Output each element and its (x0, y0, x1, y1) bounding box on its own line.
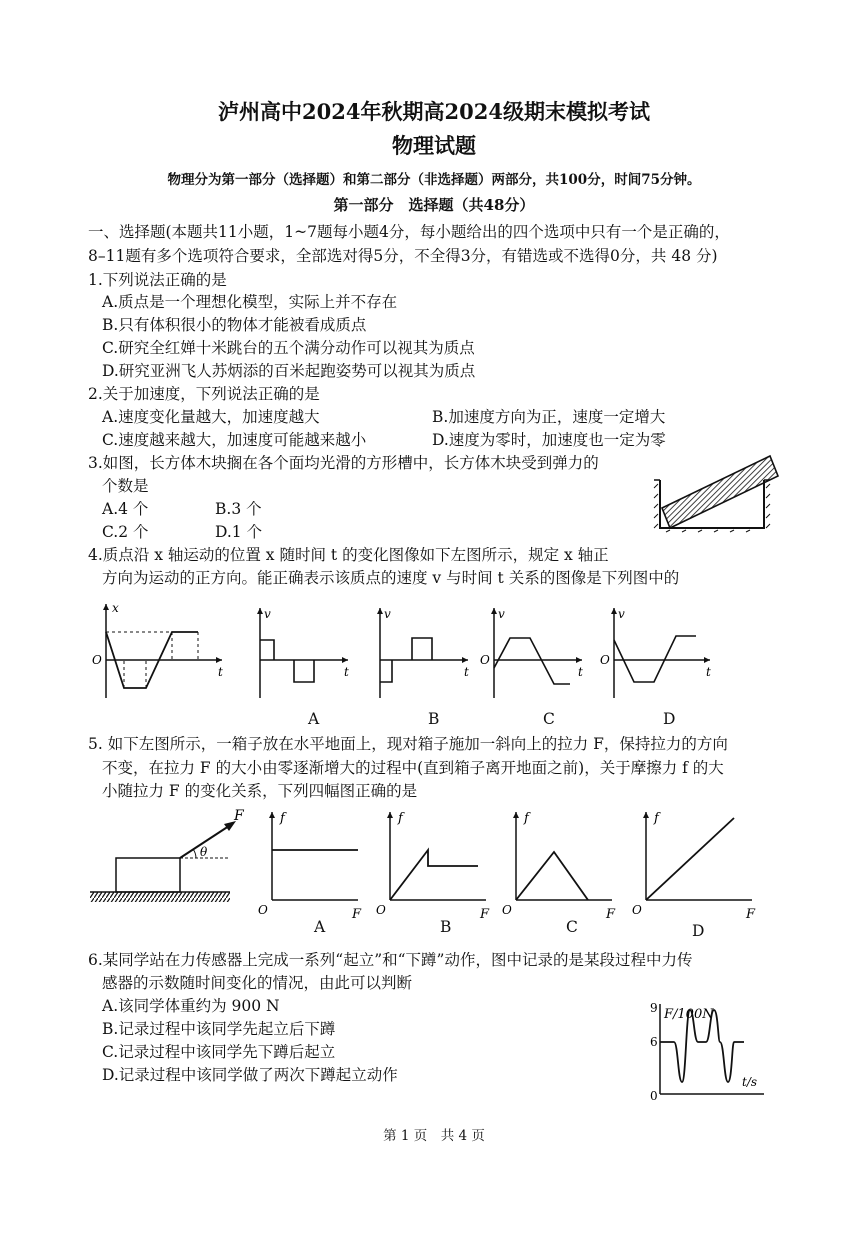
q5b-f-label: f (398, 811, 403, 826)
q4-label-d: D (663, 710, 676, 728)
box (116, 858, 180, 892)
q2-option-b: B.加速度方向为正，速度一定增大 (432, 408, 666, 426)
q5b-origin: O (376, 903, 386, 917)
q3-option-b: B.3 个 (215, 500, 262, 518)
q5-stem-line2: 不变，在拉力 F 的大小由零逐渐增大的过程中(直到箱子离开地面之前)，关于摩擦力 f 的大 (102, 759, 724, 777)
exam-intro: 物理分为第一部分（选择题）和第二部分（非选择题）两部分，共100分，时间75分钟。 (167, 172, 701, 188)
q2-stem: 2.关于加速度，下列说法正确的是 (88, 385, 320, 403)
q4d-t-label: t (706, 665, 711, 679)
q4b-v-label: v (384, 607, 391, 621)
q4-label-c: C (543, 710, 555, 728)
q4-label-a: A (308, 710, 320, 728)
q4d-v-label: v (618, 607, 625, 621)
q1-option-b: B.只有体积很小的物体才能被看成质点 (102, 316, 367, 334)
q3-option-c: C.2 个 (102, 523, 149, 541)
q3-option-a: A.4 个 (102, 500, 149, 518)
q6-stem-line1: 6.某同学站在力传感器上完成一系列“起立”和“下蹲”动作，图中记录的是某段过程中力传 (88, 951, 693, 969)
q5d-origin: O (632, 903, 642, 917)
q5-stem-line1: 5. 如下左图所示，一箱子放在水平地面上，现对箱子施加一斜向上的拉力 F，保持拉力的方向 (88, 735, 728, 753)
q6-tick-6: 6 (650, 1035, 658, 1049)
q4-graph-a (244, 604, 354, 700)
q5-label-c: C (566, 918, 578, 936)
q6-option-d: D.记录过程中该同学做了两次下蹲起立动作 (102, 1066, 398, 1084)
q5-force-label: F (234, 808, 244, 824)
q4-graph-b (364, 604, 474, 700)
q5-box-figure (90, 808, 260, 908)
section-instruction-line2: 8–11题有多个选项符合要求，全部选对得5分，不全得3分，有错选或不选得0分，共 48 分) (88, 247, 718, 265)
q4-x-axis-label: x (112, 601, 119, 615)
q6-tick-9: 9 (650, 1001, 658, 1015)
q5b-F-label: F (480, 907, 490, 922)
q5c-F-label: F (606, 907, 616, 922)
section-instruction-line1: 一、选择题(本题共11小题，1~7题每小题4分，每小题给出的四个选项中只有一个是正确的， (88, 223, 730, 241)
q1-option-d: D.研究亚洲飞人苏炳添的百米起跑姿势可以视其为质点 (102, 362, 476, 380)
q4-stem-line2: 方向为运动的正方向。能正确表示该质点的速度 v 与时间 t 关系的图像是下列图中的 (102, 569, 680, 587)
exam-subtitle: 物理试题 (392, 133, 476, 158)
q4-graph-c (478, 604, 588, 700)
q6-option-b: B.记录过程中该同学先起立后下蹲 (102, 1020, 336, 1038)
page-footer: 第 1 页 共 4 页 (383, 1128, 485, 1144)
q6-force-graph (646, 1000, 770, 1104)
q6-tick-0: 0 (650, 1089, 658, 1103)
q4a-t-label: t (344, 665, 349, 679)
q3-stem-line2: 个数是 (102, 477, 149, 495)
q4-origin: O (92, 653, 102, 667)
q4c-v-label: v (498, 607, 505, 621)
q5-graph-b (374, 808, 494, 920)
part-one-heading: 第一部分 选择题（共48分） (333, 196, 535, 214)
q4c-origin: O (480, 653, 490, 667)
q3-trough-figure (652, 448, 782, 534)
q4-xt-graph (90, 600, 230, 700)
q3-stem-line1: 3.如图，长方体木块搁在各个面均光滑的方形槽中，长方体木块受到弹力的 (88, 454, 599, 472)
q5d-F-label: F (746, 907, 756, 922)
q6-y-axis-label: F/100N (664, 1007, 714, 1022)
q5-stem-line3: 小随拉力 F 的变化关系，下列四幅图正确的是 (102, 782, 418, 800)
q5c-f-label: f (524, 811, 529, 826)
q3-option-d: D.1 个 (215, 523, 263, 541)
q5a-f-label: f (280, 811, 285, 826)
q6-option-c: C.记录过程中该同学先下蹲后起立 (102, 1043, 336, 1061)
q2-option-c: C.速度越来越大，加速度可能越来越小 (102, 431, 367, 449)
q5-label-b: B (440, 918, 452, 936)
q4b-t-label: t (464, 665, 469, 679)
q5-angle-label: θ (200, 845, 208, 859)
q5-graph-a (256, 808, 366, 920)
q4-label-b: B (428, 710, 440, 728)
q5-graph-c (500, 808, 620, 920)
q4-t-axis-label: t (218, 665, 223, 679)
q5-label-a: A (314, 918, 326, 936)
q2-option-a: A.速度变化量越大，加速度越大 (102, 408, 320, 426)
wooden-block (662, 456, 778, 528)
q5a-F-label: F (352, 907, 362, 922)
q4c-t-label: t (578, 665, 583, 679)
q4-graph-d (598, 604, 718, 700)
q5c-origin: O (502, 903, 512, 917)
q4a-v-label: v (264, 607, 271, 621)
q1-option-a: A.质点是一个理想化模型，实际上并不存在 (102, 293, 398, 311)
q4-stem-line1: 4.质点沿 x 轴运动的位置 x 随时间 t 的变化图像如下左图所示，规定 x 轴正 (88, 546, 609, 564)
q2-option-d: D.速度为零时，加速度也一定为零 (432, 431, 666, 449)
q5-graph-d (630, 808, 760, 920)
q6-x-axis-label: t/s (742, 1075, 758, 1089)
q6-stem-line2: 感器的示数随时间变化的情况，由此可以判断 (102, 974, 413, 992)
q4d-origin: O (600, 653, 610, 667)
q6-option-a: A.该同学体重约为 900 N (102, 997, 280, 1015)
q5-label-d: D (692, 922, 705, 940)
q1-option-c: C.研究全红婵十米跳台的五个满分动作可以视其为质点 (102, 339, 475, 357)
q1-stem: 1.下列说法正确的是 (88, 271, 227, 289)
q5a-origin: O (258, 903, 268, 917)
exam-title: 泸州高中2024年秋期高2024级期末模拟考试 (218, 99, 650, 124)
q5d-f-label: f (654, 811, 659, 826)
